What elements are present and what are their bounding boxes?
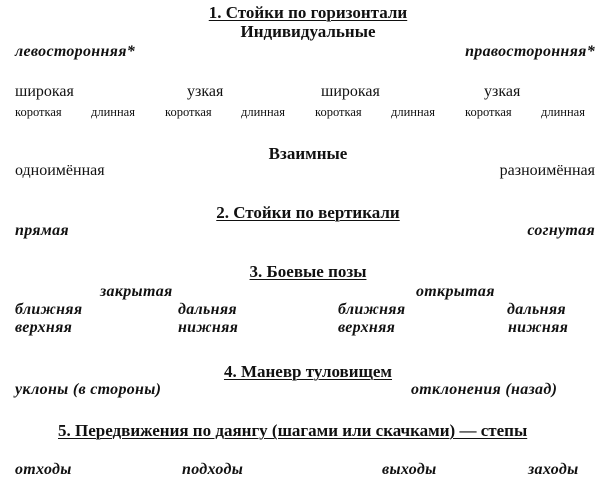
width-option: узкая (484, 83, 521, 100)
width-option: широкая (321, 83, 380, 100)
length-option: короткая (15, 105, 62, 119)
width-option: узкая (187, 83, 224, 100)
length-option: длинная (241, 105, 285, 119)
section-2-title: 2. Стойки по вертикали (216, 203, 400, 222)
distance-option: ближняя (338, 301, 406, 318)
side-slips: уклоны (в стороны) (15, 381, 162, 398)
right-sided-stance: правосторонняя* (465, 43, 595, 60)
length-option: короткая (165, 105, 212, 119)
closed-pose: закрытая (100, 283, 173, 300)
movement-option: отходы (15, 461, 72, 478)
distance-option: ближняя (15, 301, 83, 318)
length-option: длинная (91, 105, 135, 119)
same-side-stance: одноимённая (15, 162, 105, 179)
bent-stance: согнутая (527, 222, 595, 239)
movement-option: выходы (382, 461, 437, 478)
section-3-title: 3. Боевые позы (249, 262, 367, 281)
distance-option: дальняя (178, 301, 237, 318)
mutual-heading: Взаимные (268, 144, 348, 163)
straight-stance: прямая (15, 222, 69, 239)
length-option: длинная (391, 105, 435, 119)
width-option: широкая (15, 83, 74, 100)
movement-option: подходы (182, 461, 244, 478)
individual-heading: Индивидуальные (240, 22, 376, 41)
open-pose: открытая (416, 283, 495, 300)
height-option: нижняя (178, 319, 239, 336)
length-option: длинная (541, 105, 585, 119)
section-4-title: 4. Маневр туловищем (223, 362, 393, 381)
left-sided-stance: левосторонняя* (15, 43, 136, 60)
length-option: короткая (315, 105, 362, 119)
height-option: верхняя (338, 319, 396, 336)
height-option: нижняя (508, 319, 569, 336)
movement-option: заходы (528, 461, 579, 478)
length-option: короткая (465, 105, 512, 119)
distance-option: дальняя (507, 301, 566, 318)
height-option: верхняя (15, 319, 73, 336)
lean-backs: отклонения (назад) (411, 381, 558, 398)
section-5-title: 5. Передвижения по даянгу (шагами или скачками) — степы (58, 421, 528, 440)
section-1-title: 1. Стойки по горизонтали (208, 3, 408, 22)
opposite-side-stance: разноимённая (499, 162, 595, 179)
